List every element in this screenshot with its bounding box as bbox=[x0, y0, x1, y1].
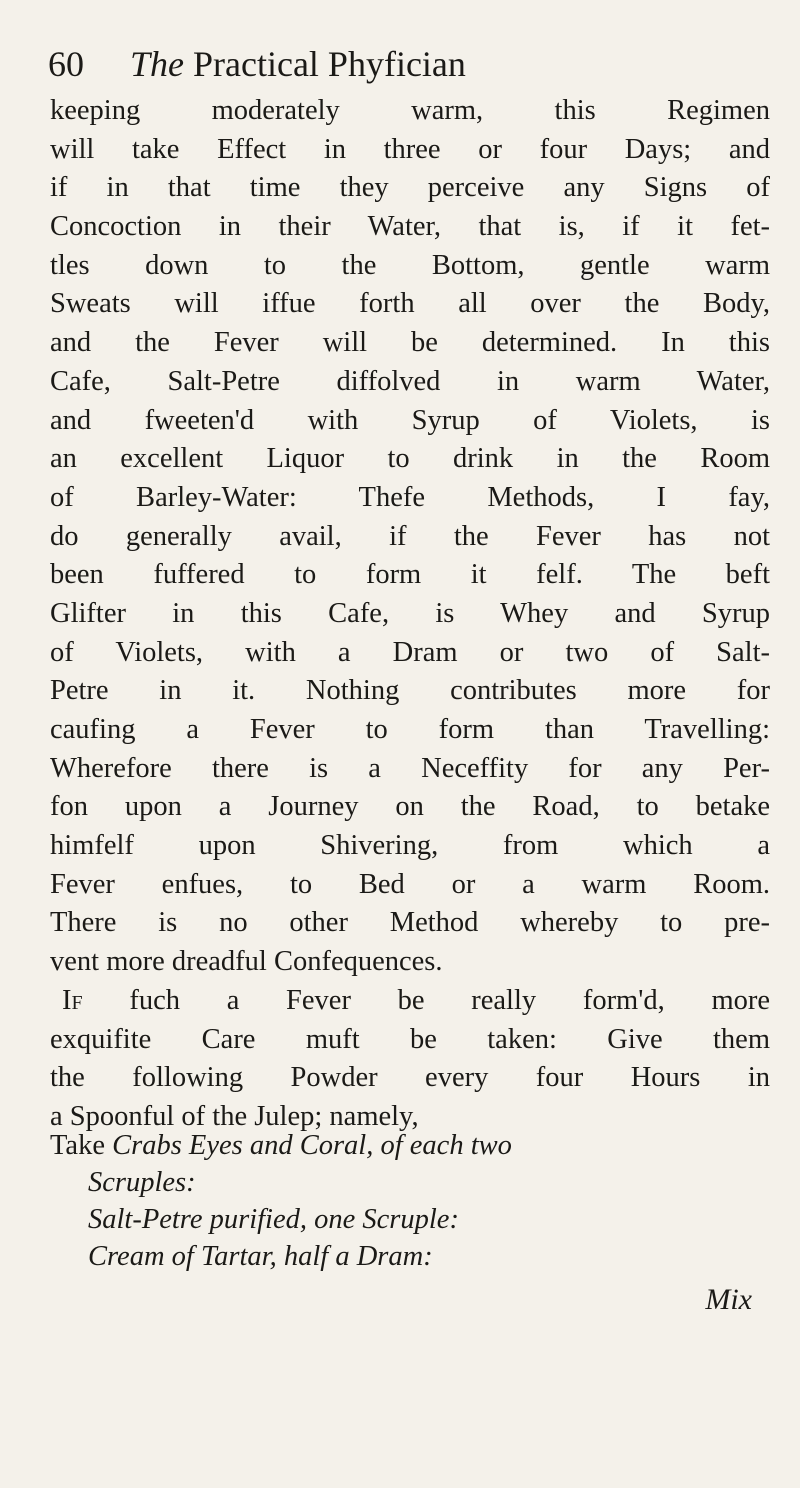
text-line: of Violets, with a Dram or two of Salt- bbox=[50, 636, 770, 668]
text-line: Concoction in their Water, that is, if it fet- bbox=[50, 211, 770, 243]
body-text bbox=[50, 92, 770, 1137]
recipe-line: Scruples: bbox=[88, 1167, 196, 1198]
text-line: an excellent Liquor to drink in the Room bbox=[50, 443, 770, 475]
page-number: 60 bbox=[48, 44, 84, 84]
recipe-line: Salt-Petre purified, one Scruple: bbox=[88, 1204, 459, 1235]
text-line: fon upon a Journey on the Road, to betake bbox=[50, 791, 770, 823]
text-line: exquifite Care muft be taken: Give them bbox=[50, 1023, 770, 1055]
recipe-line bbox=[50, 1127, 770, 1164]
text-line: tles down to the Bottom, gentle warm bbox=[50, 249, 770, 281]
recipe-ingredient: Crabs Eyes and Coral, of each two bbox=[112, 1130, 512, 1161]
paragraph-opening-line bbox=[50, 982, 770, 1021]
text-line: and fweeten'd with Syrup of Violets, is bbox=[50, 404, 770, 436]
recipe-take: Take bbox=[50, 1130, 105, 1161]
text-line: a Spoonful of the Julep; namely, bbox=[50, 1100, 419, 1132]
catchword: Mix bbox=[705, 1283, 752, 1316]
initial-word: If bbox=[62, 984, 83, 1016]
recipe-line: Cream of Tartar, half a Dram: bbox=[88, 1241, 433, 1272]
text-line: the following Powder every four Hours in bbox=[50, 1062, 770, 1094]
text-line: and the Fever will be determined. In this bbox=[50, 327, 770, 359]
text-line: caufing a Fever to form than Travelling: bbox=[50, 714, 770, 745]
running-header bbox=[48, 40, 768, 88]
text-line: himfelf upon Shivering, from which a bbox=[50, 830, 770, 862]
running-title: Practical Phyfician bbox=[193, 44, 466, 84]
text-line: vent more dreadful Confequences. bbox=[50, 946, 443, 978]
running-title-the: The bbox=[130, 44, 184, 84]
text-line: been fuffered to form it felf. The beft bbox=[50, 559, 770, 591]
text-line: Wherefore there is a Neceffity for any Per- bbox=[50, 752, 770, 784]
text-line: if in that time they perceive any Signs of bbox=[50, 172, 770, 204]
text-line: There is no other Method whereby to pre- bbox=[50, 907, 770, 939]
text-line: will take Effect in three or four Days; and bbox=[50, 133, 770, 165]
text-line: Petre in it. Nothing contributes more for bbox=[50, 675, 770, 707]
text-line: Fever enfues, to Bed or a warm Room. bbox=[50, 868, 770, 900]
text-line: Cafe, Salt-Petre diffolved in warm Water, bbox=[50, 365, 770, 397]
text-line: of Barley-Water: Thefe Methods, I fay, bbox=[50, 481, 770, 513]
text-line: do generally avail, if the Fever has not bbox=[50, 520, 770, 552]
text-line: Sweats will iffue forth all over the Body, bbox=[50, 288, 770, 320]
text-line: Glifter in this Cafe, is Whey and Syrup bbox=[50, 597, 770, 629]
recipe-block bbox=[50, 1127, 770, 1275]
text-span: fuch a Fever be really form'd, more bbox=[129, 984, 771, 1016]
text-line: keeping moderately warm, this Regimen bbox=[50, 95, 770, 126]
